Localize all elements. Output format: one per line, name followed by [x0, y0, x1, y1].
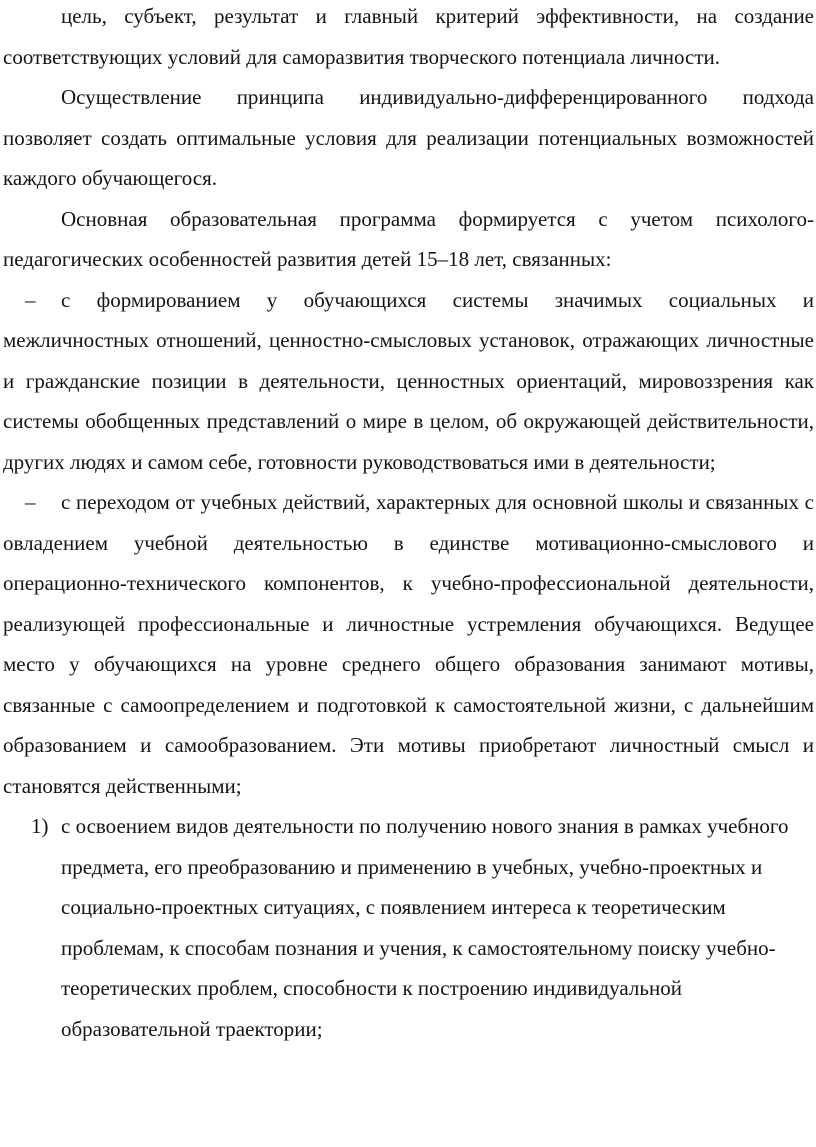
paragraph-program-basis: Основная образовательная программа формируется с учетом психолого-педагогических особенностей развития детей 15–18 лет, связанных:	[3, 206, 814, 271]
list-item-learning-transition	[3, 482, 814, 806]
list-dash-marker: –	[25, 287, 36, 312]
list-number-marker: 1)	[31, 814, 49, 838]
numbered-item-knowledge-activities	[3, 806, 814, 1049]
list-item-text: с формированием у обучающихся системы значимых социальных и межличностных отношений, ценностно-смысловых установок, отражающих личностные и гражданские позиции в деятельности, ценностных ориентаций, мировоззрения как системы обобщенных представлений о мире в целом, об окружающей действительности, других людях и самом себе, готовности руководствоваться ими в деятельности;	[3, 287, 814, 474]
paragraph-continuation: цель, субъект, результат и главный критерий эффективности, на создание соответствующих условий для саморазвития творческого потенциала личности.	[3, 4, 814, 69]
paragraph-individual-approach: Осуществление принципа индивидуально-дифференцированного подхода позволяет создать оптимальные условия для реализации потенциальных возможностей каждого обучающегося.	[3, 85, 814, 190]
list-item-text: с переходом от учебных действий, характерных для основной школы и связанных с овладением учебной деятельностью в единстве мотивационно-смыслового и операционно-технического компонентов, к учебно-профессиональной деятельности, реализующей профессиональные и личностные устремления обучающихся. Ведущее место у обучающихся на уровне среднего общего образования занимают мотивы, связанные с самоопределением и подготовкой к самостоятельной жизни, с дальнейшим образованием и самообразованием. Эти мотивы приобретают личностный смысл и становятся действенными;	[3, 490, 814, 798]
list-item-text: с освоением видов деятельности по получению нового знания в рамках учебного предмета, его преобразованию и применению в учебных, учебно-проектных и социально-проектных ситуациях, с появлением интереса к теоретическим проблемам, к способам познания и учения, к самостоятельному поиску учебно-теоретических проблем, способности к построению индивидуальной образовательной траектории;	[61, 814, 789, 1041]
list-item-social-relations	[3, 280, 814, 483]
list-dash-marker: –	[25, 490, 36, 514]
